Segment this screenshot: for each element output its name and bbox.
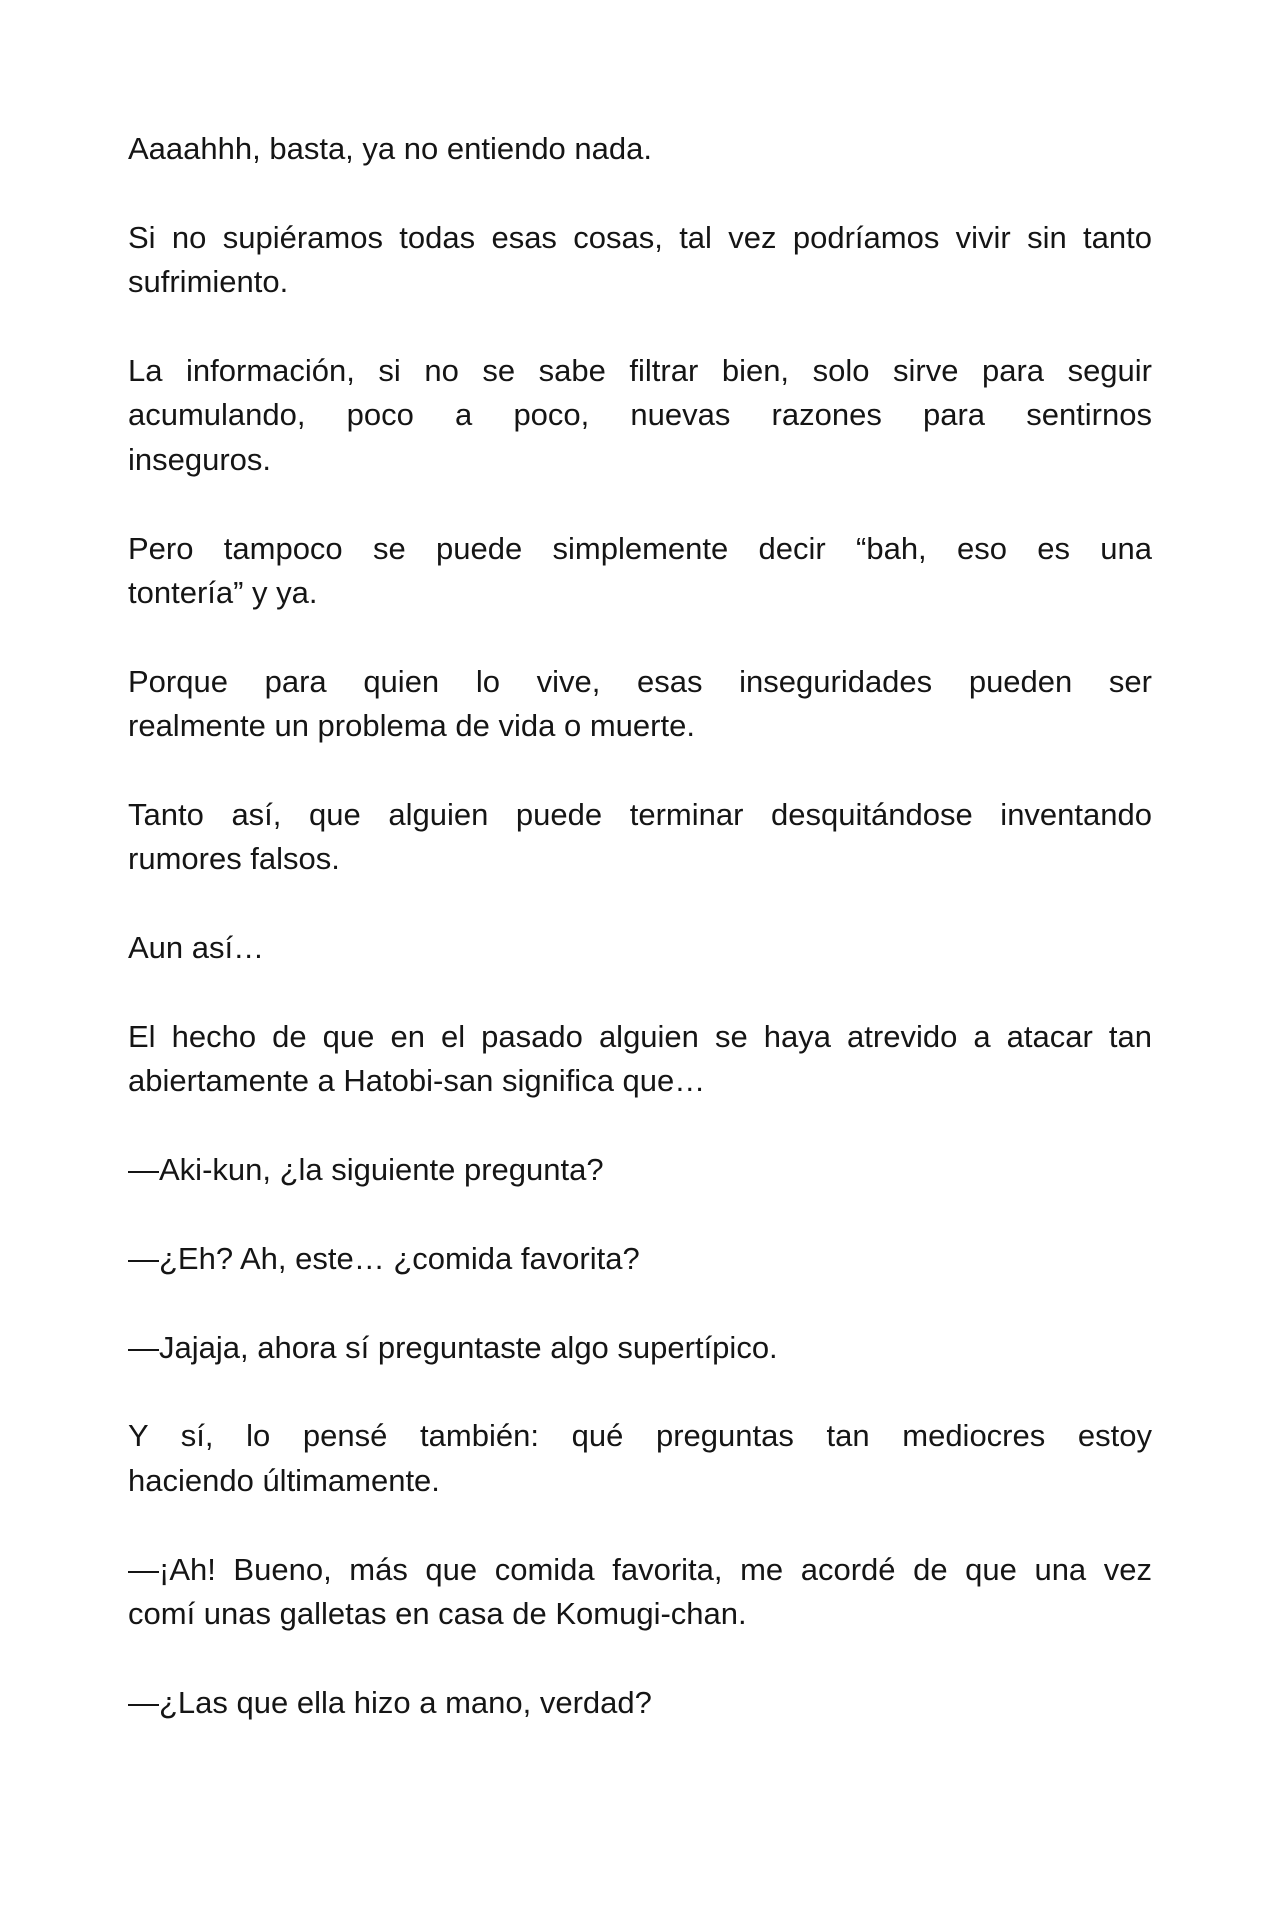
paragraph-11 xyxy=(128,1326,1152,1370)
text-line: —¿Eh? Ah, este… ¿comida favorita? xyxy=(128,1240,640,1276)
paragraph-4 xyxy=(128,527,1152,616)
text-line: Pero tampoco se puede simplemente decir “bah, eso es una xyxy=(128,530,1152,566)
document-page xyxy=(128,127,1152,1769)
text-line: El hecho de que en el pasado alguien se haya atrevido a atacar tan xyxy=(128,1018,1152,1054)
paragraph-9 xyxy=(128,1148,1152,1192)
paragraph-6 xyxy=(128,793,1152,882)
text-line: tontería” y ya. xyxy=(128,574,318,610)
text-line: haciendo últimamente. xyxy=(128,1462,440,1498)
paragraph-10 xyxy=(128,1237,1152,1281)
text-line: La información, si no se sabe filtrar bien, solo sirve para seguir xyxy=(128,352,1152,388)
paragraph-12 xyxy=(128,1414,1152,1503)
text-line: Y sí, lo pensé también: qué preguntas tan mediocres estoy xyxy=(128,1418,1152,1454)
text-line: acumulando, poco a poco, nuevas razones para sentirnos xyxy=(128,397,1152,433)
text-line: —Aki-kun, ¿la siguiente pregunta? xyxy=(128,1151,604,1187)
text-line: —¿Las que ella hizo a mano, verdad? xyxy=(128,1684,652,1720)
paragraph-8 xyxy=(128,1015,1152,1104)
paragraph-7 xyxy=(128,926,1152,970)
paragraph-5 xyxy=(128,660,1152,749)
paragraph-13 xyxy=(128,1548,1152,1637)
text-line: Porque para quien lo vive, esas inseguridades pueden ser xyxy=(128,663,1152,699)
text-line: Tanto así, que alguien puede terminar desquitándose inventando xyxy=(128,796,1152,832)
text-line: abiertamente a Hatobi-san significa que… xyxy=(128,1063,706,1099)
text-line: realmente un problema de vida o muerte. xyxy=(128,708,695,744)
text-line: Aun así… xyxy=(128,930,265,966)
paragraph-14 xyxy=(128,1681,1152,1725)
text-line: —Jajaja, ahora sí preguntaste algo supertípico. xyxy=(128,1329,778,1365)
text-line: sufrimiento. xyxy=(128,264,289,300)
text-line: inseguros. xyxy=(128,441,272,477)
text-line: —¡Ah! Bueno, más que comida favorita, me acordé de que una vez xyxy=(128,1551,1152,1587)
paragraph-1 xyxy=(128,127,1152,171)
paragraph-2 xyxy=(128,216,1152,305)
text-line: rumores falsos. xyxy=(128,841,340,877)
text-line: Aaaahhh, basta, ya no entiendo nada. xyxy=(128,131,652,166)
paragraph-3 xyxy=(128,349,1152,482)
text-line: Si no supiéramos todas esas cosas, tal vez podríamos vivir sin tanto xyxy=(128,219,1152,255)
text-line: comí unas galletas en casa de Komugi-chan. xyxy=(128,1595,747,1631)
